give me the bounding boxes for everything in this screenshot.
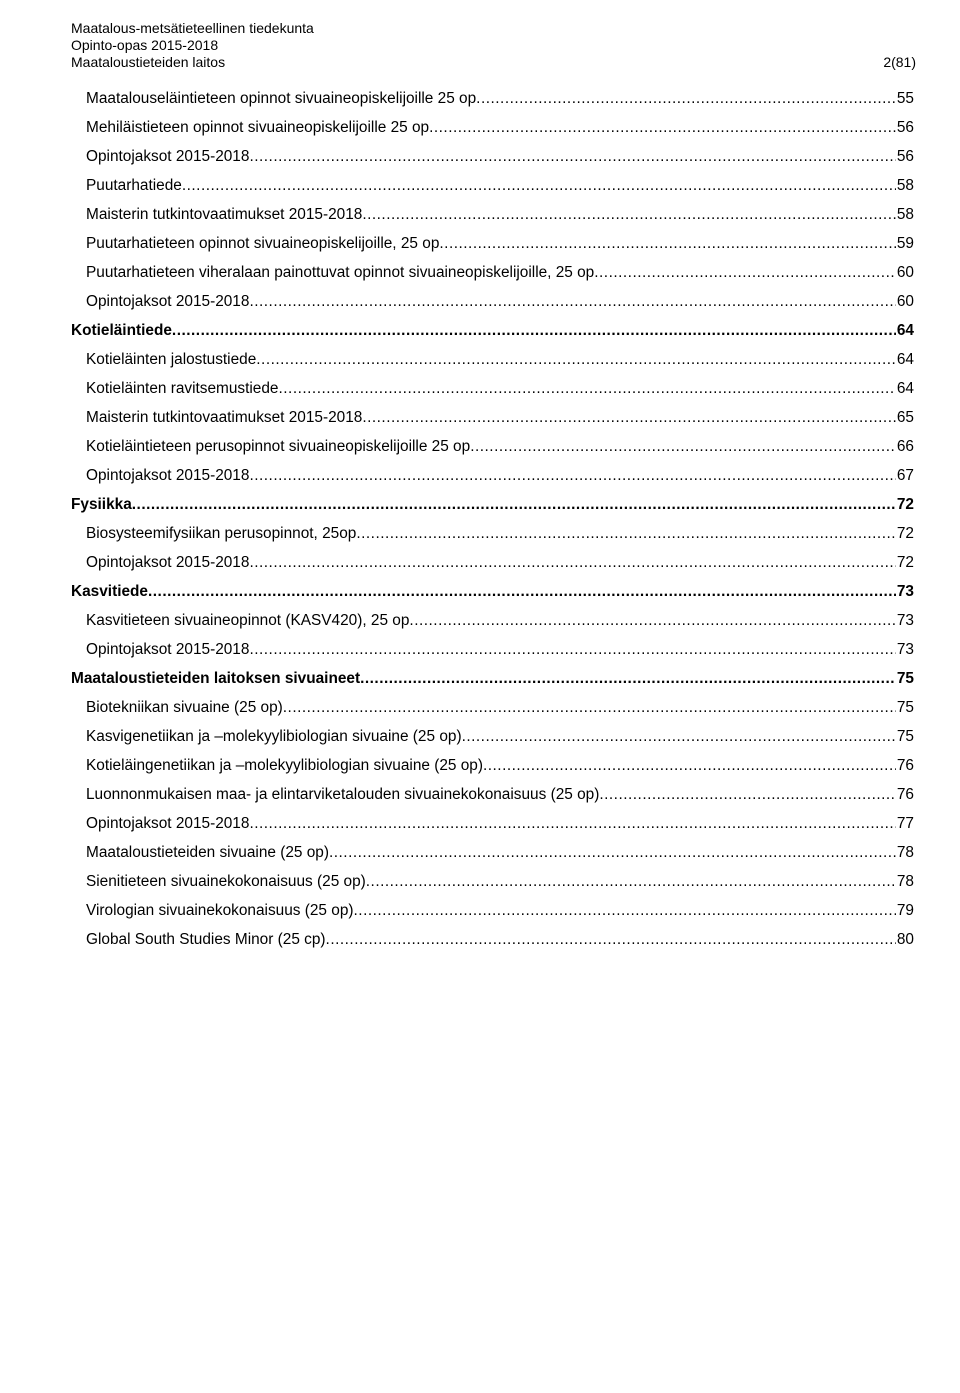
toc-entry[interactable] [71, 113, 914, 142]
toc-section-entry[interactable] [71, 316, 914, 345]
toc-entry-page-number: 64 [896, 322, 914, 339]
toc-entry[interactable] [71, 403, 914, 432]
toc-entry-label: Kotieläingenetiikan ja –molekyylibiologian sivuaine (25 op) [86, 757, 483, 774]
toc-entry-page-number: 79 [896, 902, 914, 919]
toc-dot-leader [249, 548, 895, 577]
toc-entry-page-number: 76 [896, 786, 914, 803]
toc-entry[interactable] [71, 229, 914, 258]
toc-entry-label: Opintojaksot 2015-2018 [86, 148, 250, 165]
toc-entry-page-number: 75 [896, 670, 914, 687]
toc-entry-label: Kotieläinten jalostustiede [86, 351, 257, 368]
toc-dot-leader [148, 577, 896, 606]
toc-entry[interactable] [71, 722, 914, 751]
table-of-contents [71, 84, 914, 954]
toc-entry[interactable] [71, 867, 914, 896]
toc-entry-label: Maisterin tutkintovaatimukset 2015-2018 [86, 409, 363, 426]
toc-entry[interactable] [71, 287, 914, 316]
toc-entry-label: Maataloustieteiden sivuaine (25 op) [86, 844, 329, 861]
toc-entry-label: Kasvigenetiikan ja –molekyylibiologian sivuaine (25 op) [86, 728, 462, 745]
guide-title: Opinto-opas 2015-2018 [71, 37, 219, 53]
toc-entry-page-number: 80 [896, 931, 914, 948]
toc-entry[interactable] [71, 432, 914, 461]
toc-entry-page-number: 72 [896, 554, 914, 571]
toc-entry[interactable] [71, 896, 914, 925]
toc-entry-label: Virologian sivuainekokonaisuus (25 op) [86, 902, 354, 919]
toc-entry-page-number: 73 [896, 612, 914, 629]
toc-entry-label: Opintojaksot 2015-2018 [86, 815, 250, 832]
toc-entry-page-number: 59 [896, 235, 914, 252]
toc-dot-leader [329, 838, 896, 867]
toc-entry-page-number: 73 [896, 641, 914, 658]
toc-entry-page-number: 60 [896, 264, 914, 281]
toc-entry-page-number: 78 [896, 844, 914, 861]
toc-entry-page-number: 56 [896, 119, 914, 136]
toc-entry[interactable] [71, 84, 914, 113]
toc-entry-label: Opintojaksot 2015-2018 [86, 641, 250, 658]
toc-entry[interactable] [71, 461, 914, 490]
toc-dot-leader [249, 287, 895, 316]
toc-dot-leader [409, 606, 895, 635]
toc-entry[interactable] [71, 838, 914, 867]
toc-entry-label: Opintojaksot 2015-2018 [86, 554, 250, 571]
toc-entry-label: Kotieläinten ravitsemustiede [86, 380, 279, 397]
toc-dot-leader [429, 113, 896, 142]
toc-entry[interactable] [71, 635, 914, 664]
toc-entry[interactable] [71, 519, 914, 548]
toc-dot-leader [476, 84, 896, 113]
toc-entry-page-number: 64 [896, 351, 914, 368]
toc-entry-page-number: 72 [896, 496, 914, 513]
toc-dot-leader [356, 519, 896, 548]
toc-entry-label: Kasvitieteen sivuaineopinnot (KASV420), 25 op [86, 612, 410, 629]
toc-entry[interactable] [71, 200, 914, 229]
toc-entry-page-number: 72 [896, 525, 914, 542]
toc-entry[interactable] [71, 751, 914, 780]
toc-entry-page-number: 67 [896, 467, 914, 484]
toc-entry-label: Biotekniikan sivuaine (25 op) [86, 699, 283, 716]
toc-dot-leader [594, 258, 896, 287]
toc-entry-label: Kotieläintieteen perusopinnot sivuaineopiskelijoille 25 op [86, 438, 471, 455]
toc-entry-label: Opintojaksot 2015-2018 [86, 467, 250, 484]
toc-entry-label: Fysiikka [71, 496, 132, 513]
toc-entry-page-number: 66 [896, 438, 914, 455]
toc-dot-leader [172, 316, 896, 345]
toc-dot-leader [249, 142, 895, 171]
toc-entry[interactable] [71, 925, 914, 954]
toc-dot-leader [462, 722, 896, 751]
toc-section-entry[interactable] [71, 577, 914, 606]
toc-entry-label: Global South Studies Minor (25 cp) [86, 931, 326, 948]
toc-entry-page-number: 76 [896, 757, 914, 774]
toc-entry[interactable] [71, 374, 914, 403]
toc-entry[interactable] [71, 606, 914, 635]
toc-entry-page-number: 75 [896, 728, 914, 745]
toc-entry-page-number: 56 [896, 148, 914, 165]
toc-entry[interactable] [71, 258, 914, 287]
toc-dot-leader [366, 867, 896, 896]
toc-dot-leader [283, 693, 896, 722]
toc-dot-leader [354, 896, 896, 925]
toc-dot-leader [483, 751, 896, 780]
toc-dot-leader [249, 635, 895, 664]
toc-entry-label: Puutarhatiede [86, 177, 182, 194]
page-header [71, 20, 916, 71]
toc-entry-label: Maatalouseläintieteen opinnot sivuaineopiskelijoille 25 op [86, 90, 477, 107]
toc-entry-label: Opintojaksot 2015-2018 [86, 293, 250, 310]
toc-entry[interactable] [71, 548, 914, 577]
toc-dot-leader [360, 664, 896, 693]
toc-entry-label: Puutarhatieteen viheralaan painottuvat opinnot sivuaineopiskelijoille, 25 op [86, 264, 595, 281]
toc-entry-page-number: 75 [896, 699, 914, 716]
toc-section-entry[interactable] [71, 664, 914, 693]
department-name: Maataloustieteiden laitos [71, 54, 226, 70]
toc-entry-page-number: 65 [896, 409, 914, 426]
toc-entry-page-number: 64 [896, 380, 914, 397]
toc-dot-leader [249, 461, 895, 490]
toc-dot-leader [326, 925, 896, 954]
toc-entry-label: Mehiläistieteen opinnot sivuaineopiskelijoille 25 op [86, 119, 430, 136]
toc-entry-label: Sienitieteen sivuainekokonaisuus (25 op) [86, 873, 366, 890]
toc-entry[interactable] [71, 780, 914, 809]
toc-entry-page-number: 55 [896, 90, 914, 107]
toc-dot-leader [256, 345, 896, 374]
toc-entry-page-number: 73 [896, 583, 914, 600]
faculty-name: Maatalous-metsätieteellinen tiedekunta [71, 20, 314, 36]
toc-dot-leader [279, 374, 896, 403]
toc-dot-leader [599, 780, 896, 809]
toc-entry-label: Biosysteemifysiikan perusopinnot, 25op [86, 525, 357, 542]
toc-entry[interactable] [71, 693, 914, 722]
toc-entry-label: Maataloustieteiden laitoksen sivuaineet [71, 670, 361, 687]
toc-entry-page-number: 58 [896, 206, 914, 223]
toc-dot-leader [132, 490, 896, 519]
toc-dot-leader [362, 200, 896, 229]
toc-entry[interactable] [71, 171, 914, 200]
toc-entry-label: Puutarhatieteen opinnot sivuaineopiskelijoille, 25 op [86, 235, 440, 252]
toc-entry-label: Kotieläintiede [71, 322, 172, 339]
toc-entry-label: Kasvitiede [71, 583, 148, 600]
toc-section-entry[interactable] [71, 490, 914, 519]
toc-dot-leader [362, 403, 896, 432]
toc-entry-page-number: 77 [896, 815, 914, 832]
toc-entry[interactable] [71, 809, 914, 838]
toc-entry[interactable] [71, 142, 914, 171]
toc-entry-label: Maisterin tutkintovaatimukset 2015-2018 [86, 206, 363, 223]
page-indicator: 2(81) [883, 54, 916, 70]
toc-entry-page-number: 58 [896, 177, 914, 194]
toc-entry[interactable] [71, 345, 914, 374]
toc-dot-leader [439, 229, 895, 258]
toc-entry-label: Luonnonmukaisen maa- ja elintarviketalouden sivuainekokonaisuus (25 op) [86, 786, 600, 803]
toc-dot-leader [249, 809, 895, 838]
toc-dot-leader [182, 171, 896, 200]
toc-entry-page-number: 60 [896, 293, 914, 310]
toc-entry-page-number: 78 [896, 873, 914, 890]
toc-dot-leader [470, 432, 896, 461]
